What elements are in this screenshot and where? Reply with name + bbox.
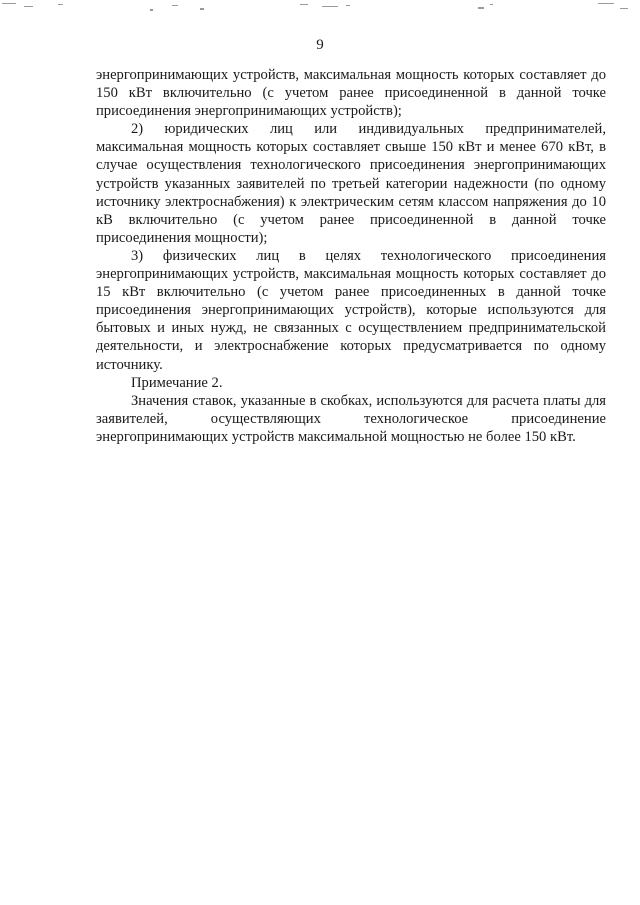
document-body <box>96 66 606 446</box>
scan-artifacts <box>0 0 640 20</box>
note-heading: Примечание 2. <box>131 374 223 391</box>
paragraph-continuation: энергопринимающих устройств, максимальная мощность которых составляет до 150 кВт включительно (с учетом ранее присоединенной в данной точке присоединения энергопринимающих устройств); <box>96 67 606 120</box>
paragraph-item-3: 3) физических лиц в целях технологического присоединения энергопринимающих устройств, максимальная мощность которых составляет до 15 кВт включительно (с учетом ранее присоединенных в данной точке присоединения энергопринимающих устройств), которые используются для бытовых и иных нужд, не связанных с осуществлением предпринимательской деятельности, и электроснабжение которых предусматривается по одному источнику. <box>96 247 606 373</box>
page-number: 9 <box>316 37 324 53</box>
paragraph-item-2: 2) юридических лиц или индивидуальных предпринимателей, максимальная мощность которых составляет свыше 150 кВт и менее 670 кВт, в случае осуществления технологического присоединения энергопринимающих устройств указанных заявителей по третьей категории надежности (по одному источнику электроснабжения) к электрическим сетям классом напряжения до 10 кВ включительно (с учетом ранее присоединенной в данной точке присоединения мощности); <box>96 121 606 246</box>
note-text: Значения ставок, указанные в скобках, используются для расчета платы для заявителей, осуществляющих технологическое присоединение энергопринимающих устройств максимальной мощностью не более 150 кВт. <box>96 392 606 445</box>
